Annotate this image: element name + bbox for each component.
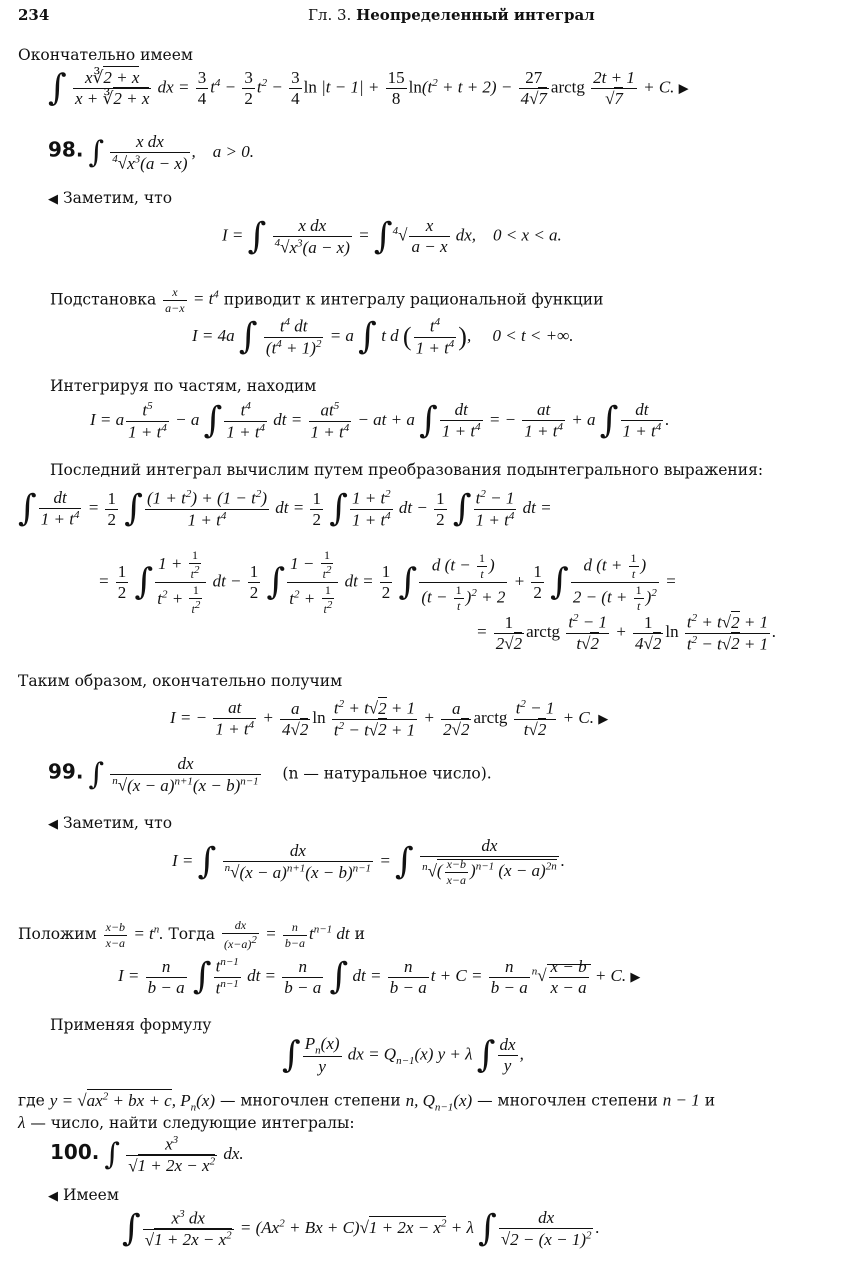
formula-98-final: I = − $\frac{at}{1 + t^4}$ + $\frac{a}{4√2}$ ln $\frac{t^2 + t√2 + 1}{t^2 - t√2 + 1}$ + $\frac{a}{2√2}$ arctg $\frac{t^2 - 1}{t√2}$ + C. ▶ (170, 698, 609, 740)
formula-98-a: I = ∫ $\frac{\text{x dx}}{^4√x^3(a - x)}$ = ∫$^4$√ $\frac{x}{a - x}$ dx, 0 < x < a. (222, 215, 562, 257)
problem-100: 100. ∫ $\frac{x^3}{√1 + 2x - x^2}$ dx. (50, 1134, 244, 1176)
solution-start-icon: ◀ (48, 817, 58, 832)
text-apply: Применяя формулу (50, 1016, 212, 1034)
problem-99-number: 99. (48, 759, 84, 784)
formula-98-e: = $\frac{1}{2}$ ∫ 1 + $\frac{1}{t^2}$ $t^2$ + $\frac{1}{t^2}$ dt − $\frac{1}{2}$ ∫ 1 − $\frac{1}{t^2}$ $t^2$ + $\frac{1}{t^2}$ dt = $\frac{1}{2}$ ∫ d (t − $\frac{1}{t}$ ) (t − $\frac{1}{t}$ )$^2$ + 2 + $\frac{1}{2}$ ∫ d (t + $\frac{1}{t}$ ) 2 − (t + $\frac{1}{t}$ )$^2$ = (98, 548, 677, 616)
substitution-98: Подстановка $\frac{x}{a-x}$ = $t^4$ приводит к интегралу рациональной функции (50, 285, 604, 315)
formula-98-f: = $\frac{1}{2√2}$ arctg $\frac{t^2 - 1}{t√2}$ + $\frac{1}{4√2}$ ln $\frac{t^2 + t√2 + 1}{t^2 - t√2 + 1}$ . (476, 612, 777, 654)
where-line-2: λ — число, найти следующие интегралы: (18, 1113, 355, 1132)
solution-start-icon: ◀ (48, 1189, 58, 1204)
text-by-parts: Интегрируя по частям, находим (50, 377, 317, 395)
formula-final-97: ∫ $\frac{x∛2 + x}{x + ∛2 + x}$ dx = $\frac{3}{4}$ $t^4$ − $\frac{3}{2}$ $t^2$ − $\frac{3}{4}$ ln |t − 1| + $\frac{15}{8}$ $\ln(t^2 + t + 2)$ − $\frac{27}{4√7}$ arctg $\frac{2t + 1}{√7}$ + C. ▶ (48, 67, 689, 109)
problem-99-condition: (n — натуральное число). (282, 764, 492, 783)
formula-98-c: I = a $\frac{t^5}{1 + t^4}$ − a ∫ $\frac{t^4}{1 + t^4}$ dt = $\frac{at^5}{1 + t^4}$ − at + a ∫ $\frac{dt}{1 + t^4}$ = − $\frac{at}{1 + t^4}$ + a ∫ $\frac{dt}{1 + t^4}$ . (90, 400, 670, 442)
formula-99-a: I = ∫ $\frac{dx}{^n√(x - a)^{n+1}(x - b)^{n-1}}$ = ∫ dx $^n$√( $\frac{x-b}{x-a}$ )$^{n-1}$ $(x - a)^{2n}$ . (172, 836, 565, 887)
formula-100: ∫ $\frac{x^3 dx}{√1 + 2x - x^2}$ = $(Ax^2 + Bx + C)√1 + 2x - x^2 + \lambda$ ∫ $\frac{dx}{√2 - (x - 1)^2}$ . (122, 1208, 600, 1250)
note-99: ◀ Заметим, что (48, 814, 173, 832)
text-finally: Окончательно имеем (18, 46, 193, 64)
note-98: ◀ Заметим, что (48, 189, 173, 207)
put-99: Положим $\frac{x-b}{x-a}$ = $t^n$. Тогда $\frac{dx}{(x-a)^2}$ = $\frac{n}{b-a}$ $t^{n-1}$ dt и (18, 918, 365, 951)
problem-98: 98. ∫ $\frac{\text{x dx}}{^4√x^3(a - x)}$ , a > 0. (48, 132, 254, 173)
text-last-integral: Последний интеграл вычислим путем преобразования подынтегрального выражения: (50, 461, 764, 479)
solution-start-icon: ◀ (48, 192, 58, 207)
running-header (18, 6, 840, 30)
have-100: ◀ Имеем (48, 1186, 119, 1204)
problem-98-number: 98. (48, 137, 84, 162)
chapter-header: Гл. 3. Неопределенный интеграл (308, 6, 595, 24)
problem-100-number: 100. (50, 1140, 100, 1165)
page-number: 234 (18, 6, 50, 24)
formula-99-b: I = $\frac{n}{b - a}$ ∫ $\frac{t^{n-1}}{t^{n-1}}$ dt = $\frac{n}{b - a}$ ∫ dt = $\frac{n}{b - a}$ t + C = $\frac{n}{b - a}$ $^n$√ $\frac{x - b}{x - a}$ + C. ▶ (118, 956, 641, 998)
formula-98-b: I = 4a ∫ $\frac{t^4 dt}{(t^4 + 1)^2}$ = a ∫ t d ( $\frac{t^4}{1 + t^4}$ ), 0 < t < +∞. (192, 316, 574, 358)
problem-98-condition: a > 0. (212, 141, 254, 161)
problem-99: 99. ∫ $\frac{dx}{^n√(x - a)^{n+1}(x - b)^{n-1}}$ (n — натуральное число). (48, 754, 492, 795)
text-thus: Таким образом, окончательно получим (18, 672, 343, 690)
formula-98-d: ∫ $\frac{dt}{1 + t^4}$ = $\frac{1}{2}$ ∫ $\frac{(1 + t^2) + (1 - t^2)}{1 + t^4}$ dt = $\frac{1}{2}$ ∫ $\frac{1 + t^2}{1 + t^4}$ dt − $\frac{1}{2}$ ∫ $\frac{t^2 - 1}{1 + t^4}$ dt = (18, 488, 552, 530)
where-line: где $y = √ax^2$ + bx + c, $P_n(x)$ — многочлен степени n, $Q_{n-1}(x)$ — многочлен степени n − 1 и (18, 1090, 716, 1114)
formula-general: ∫ $\frac{P_n(x)}{y}$ dx = $Q_{n-1}(x) y + \lambda$ ∫ $\frac{dx}{y}$ , (282, 1034, 524, 1077)
